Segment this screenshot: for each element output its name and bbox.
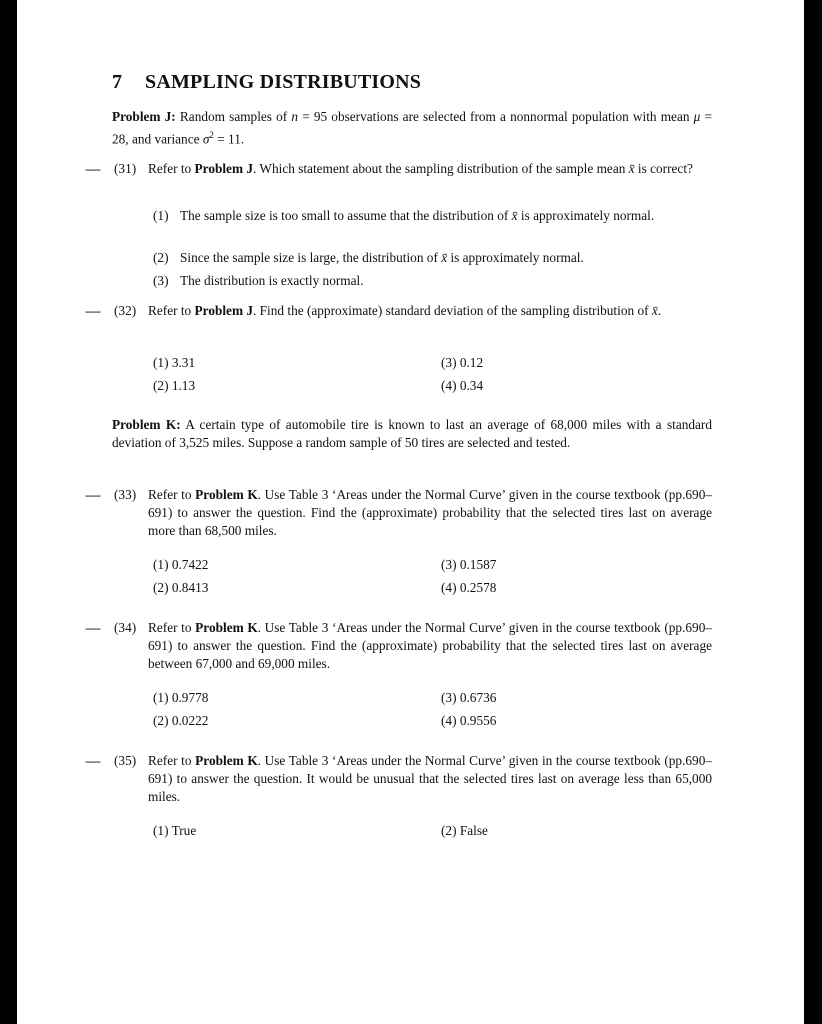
question-text: Refer to Problem K. Use Table 3 ‘Areas under the Normal Curve’ given in the course textbook (pp.690–691) to answer the question. It would be unusual that the selected tires last on average less than 65,000 miles.: [148, 753, 712, 804]
q31-option-2: (2) Since the sample size is large, the distribution of x̄ is approximately normal.: [153, 250, 584, 265]
section-heading: [112, 71, 421, 94]
question-text: Refer to Problem K. Use Table 3 ‘Areas under the Normal Curve’ given in the course textbook (pp.690–691) to answer the question. Find the (approximate) probability that the selected tires last on average between 67,000 and 69,000 miles.: [148, 620, 712, 671]
document-page: [17, 0, 804, 1024]
q34-option-4: (4) 0.9556: [441, 713, 497, 728]
question-number: (33): [114, 487, 137, 502]
question-number: (31): [114, 161, 137, 176]
question-33: [85, 486, 712, 540]
question-32: [85, 302, 712, 320]
question-number: (34): [114, 620, 137, 635]
section-number: 7: [112, 71, 123, 93]
q34-option-1: (1) 0.9778: [153, 690, 209, 705]
q31-option-3: (3) The distribution is exactly normal.: [153, 273, 364, 288]
q33-option-2: (2) 0.8413: [153, 580, 209, 595]
section-title: SAMPLING DISTRIBUTIONS: [145, 71, 422, 93]
q32-option-2: (2) 1.13: [153, 378, 196, 393]
q32-option-4: (4) 0.34: [441, 378, 484, 393]
q33-option-3: (3) 0.1587: [441, 557, 497, 572]
question-number: (32): [114, 303, 137, 318]
q35-option-2: (2) False: [441, 823, 488, 838]
q31-option-1: (1) The sample size is too small to assume that the distribution of x̄ is approximately normal.: [153, 208, 655, 223]
answer-blank[interactable]: -----: [85, 304, 100, 318]
problem-k-statement: Problem K: A certain type of automobile tire is known to last an average of 68,000 miles with a standard deviation of 3,525 miles. Suppose a random sample of 50 tires are selected and tested.: [112, 417, 712, 450]
question-35: [85, 752, 712, 806]
question-31: [85, 160, 712, 178]
question-text: Refer to Problem J. Which statement about the sampling distribution of the sample mean x̄ is correct?: [148, 161, 693, 176]
problem-j-statement: Problem J: Random samples of n = 95 observations are selected from a nonnormal population with mean μ = 28, and variance $\sigma^2 = 11$.: [112, 109, 713, 147]
problem-k-label: Problem K:: [112, 417, 181, 432]
answer-blank[interactable]: -----: [85, 162, 100, 176]
q32-option-1: (1) 3.31: [153, 355, 196, 370]
q32-option-3: (3) 0.12: [441, 355, 484, 370]
q34-option-2: (2) 0.0222: [153, 713, 209, 728]
question-34: [85, 619, 712, 673]
answer-blank[interactable]: -----: [85, 488, 100, 502]
q35-option-1: (1) True: [153, 823, 197, 838]
question-text: Refer to Problem J. Find the (approximate) standard deviation of the sampling distribution of x̄.: [148, 303, 662, 318]
question-text: Refer to Problem K. Use Table 3 ‘Areas under the Normal Curve’ given in the course textbook (pp.690–691) to answer the question. Find the (approximate) probability that the selected tires last on average more than 68,500 miles.: [148, 487, 712, 538]
q33-option-1: (1) 0.7422: [153, 557, 209, 572]
q34-option-3: (3) 0.6736: [441, 690, 497, 705]
answer-blank[interactable]: -----: [85, 754, 100, 768]
question-number: (35): [114, 753, 137, 768]
problem-j-label: Problem J:: [112, 109, 176, 124]
q33-option-4: (4) 0.2578: [441, 580, 497, 595]
answer-blank[interactable]: -----: [85, 621, 100, 635]
